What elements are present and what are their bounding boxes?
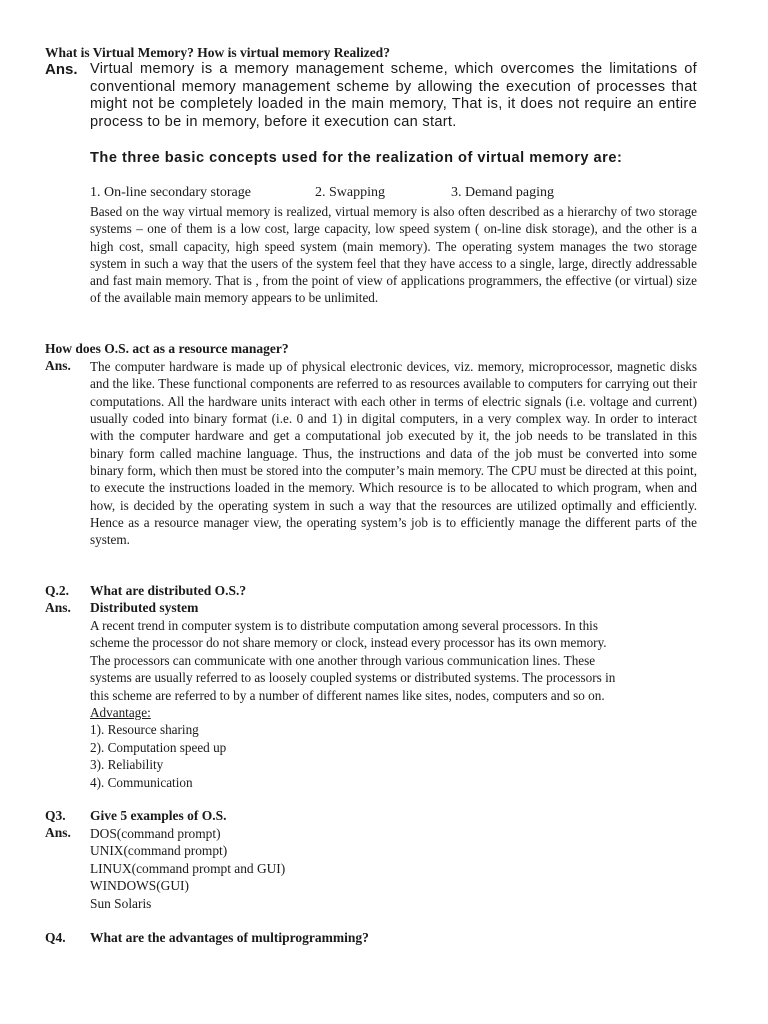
distributed-system-heading: Distributed system: [90, 600, 199, 615]
resource-manager-answer: The computer hardware is made up of physical electronic devices, viz. memory, microprocessor, magnetic disks and the like. These functional components are referred to as resources available to computers for carrying out their computations. All the hardware units interact with each other in terms of electric signals (i.e. voltage and current) usually coded into binary format (i.e. 0 and 1) in digital computers, in a very complex way. In order to interact with the computer hardware and get a computational job executed by it, the job needs to be translated in this binary form called machine language. Thus, the instructions and data of the job must be converted into some binary form, which then must be stored into the computer’s main memory. The CPU must be directed at this point, to execute the instructions loaded in the memory. Which resource is to be allocated to which program, when and how, is decided by the operating system in such a way that the resources are utilized optimally and efficiently. Hence as a resource manager view, the operating system’s job is to efficiently manage the different parts of the system.: [90, 359, 697, 548]
answer-header: [45, 600, 697, 618]
answer-label: Ans.: [45, 825, 71, 840]
virtual-memory-answer: Virtual memory is a memory management scheme, which overcomes the limitations of conventional memory management scheme by allowing the execution of processes that might not be completely loaded in the main memory, That is, it does not require an entire process to be in memory, before it execution can start.: [90, 61, 697, 130]
question-os-examples: [45, 808, 697, 826]
advantage-item: 1). Resource sharing: [90, 722, 199, 738]
question-text: What are the advantages of multiprogramming?: [90, 930, 369, 945]
question-distributed-os: [45, 583, 697, 601]
question-number: Q.2.: [45, 583, 70, 598]
question-resource-manager: How does O.S. act as a resource manager?: [45, 341, 289, 356]
answer-label: Ans.: [45, 61, 78, 78]
answer-label: Ans.: [45, 358, 71, 373]
text-line: The processors can communicate with one another through various communication lines. These: [90, 652, 596, 668]
concepts-list: [90, 185, 697, 203]
answer-label: Ans.: [45, 600, 71, 615]
question-number: Q4.: [45, 930, 66, 945]
text-line: scheme the processor do not share memory or clock, instead every processor has its own memory.: [90, 635, 607, 651]
os-examples-list: [90, 825, 697, 912]
advantage-item: 2). Computation speed up: [90, 739, 227, 755]
advantage-item: 4). Communication: [90, 774, 193, 790]
question-number: Q3.: [45, 808, 66, 823]
virtual-memory-body: Based on the way virtual memory is realized, virtual memory is also often described as a hierarchy of two storage systems – one of them is a low cost, large capacity, low speed system ( on-line disk storage), and the other is a high cost, small capacity, high speed system (main memory). The operating system manages the two storage system in such a way that the users of the system feel that they have access to a single, large, directly addressable and fast main memory. That is , from the point of view of applications programmers, the effective (or virtual) size of the available main memory appears to be unlimited.: [90, 204, 697, 306]
question-text: Give 5 examples of O.S.: [90, 808, 227, 823]
distributed-system-text: [90, 617, 697, 704]
concept-item: 1. On-line secondary storage: [90, 185, 251, 200]
text-line: A recent trend in computer system is to distribute computation among several processors. In this: [90, 618, 598, 633]
question-text: What are distributed O.S.?: [90, 583, 247, 598]
advantages-list: [90, 704, 697, 791]
concepts-heading: The three basic concepts used for the realization of virtual memory are:: [90, 150, 623, 166]
os-example: Sun Solaris: [90, 895, 152, 911]
os-example: LINUX(command prompt and GUI): [90, 860, 286, 876]
os-example: DOS(command prompt): [90, 826, 221, 841]
os-example: WINDOWS(GUI): [90, 878, 189, 894]
question-multiprogramming: [45, 930, 697, 948]
question-virtual-memory: What is Virtual Memory? How is virtual memory Realized?: [45, 45, 390, 60]
advantage-heading: Advantage:: [90, 705, 151, 720]
concept-item: 2. Swapping: [315, 185, 385, 200]
advantage-item: 3). Reliability: [90, 757, 164, 773]
os-example: UNIX(command prompt): [90, 843, 228, 859]
text-line: this scheme are referred to by a number of different names like sites, nodes, computers and so on.: [90, 687, 605, 703]
concept-item: 3. Demand paging: [451, 185, 555, 200]
text-line: systems are usually referred to as loosely coupled systems or distributed systems. The processors in: [90, 670, 616, 686]
